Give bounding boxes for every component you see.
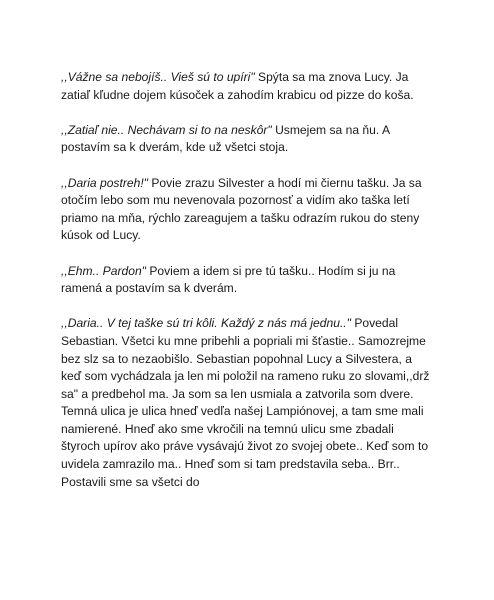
narration-text: Spýta sa ma znova Lucy. Ja zatiaľ kľudne dojem kúsoček a zahodím krabicu od pizze do koša. (61, 70, 414, 102)
dialogue-text: ,,Vážne sa nebojíš.. Vieš sú to upíri" (61, 70, 255, 84)
paragraph-3 (61, 175, 435, 245)
dialogue-text: ,,Ehm.. Pardon" (61, 263, 146, 278)
paragraph-4 (61, 263, 435, 298)
narration-text: Povedal Sebastian. Všetci ku mne pribehli a popriali mi šťastie.. Samozrejme bez slz sa to nezaobišlo. Sebastian popohnal Lucy a Silvestera, a keď som vychádzala ja len mi položil na rameno ruku zo slovami,,drž sa" a predbehol ma. Ja som sa len usmiala a zatvorila som dvere. Temná ulica je ulica hneď vedľa našej Lampiónovej, a tam sme mali namierené. Hneď ako sme vkročili na temnú ulicu sme zbadali štyroch upírov ako práve vysávajú život zo svojej obete.. Keď som to uvidela zamrazilo ma.. Hneď som si tam predstavila seba.. Brr.. Postavili sme sa všetci do (61, 316, 430, 489)
paragraph-2 (61, 122, 435, 157)
narration-text: Usmejem sa na ňu. A postavím sa k dverám, kde už všetci stoja. (61, 122, 390, 155)
dialogue-text: ,,Daria postreh!" (61, 175, 148, 190)
dialogue-text: ,,Zatiaľ nie.. Nechávam si to na neskôr" (61, 122, 272, 137)
narration-text: Poviem a idem si pre tú tašku.. Hodím si ju na ramená a postavím sa k dverám. (61, 263, 396, 296)
paragraph-1 (61, 69, 435, 104)
document-body (61, 69, 435, 491)
dialogue-text: ,,Daria.. V tej taške sú tri kôli. Každý z nás má jednu.." (61, 316, 351, 331)
narration-text: Povie zrazu Silvester a hodí mi čiernu tašku. Ja sa otočím lebo som mu nevenovala pozornosť a vidím ako taška letí priamo na mňa, rýchlo zareagujem a tašku odrazím rukou do steny kúsok od Lucy. (61, 175, 422, 243)
paragraph-5 (61, 315, 435, 491)
